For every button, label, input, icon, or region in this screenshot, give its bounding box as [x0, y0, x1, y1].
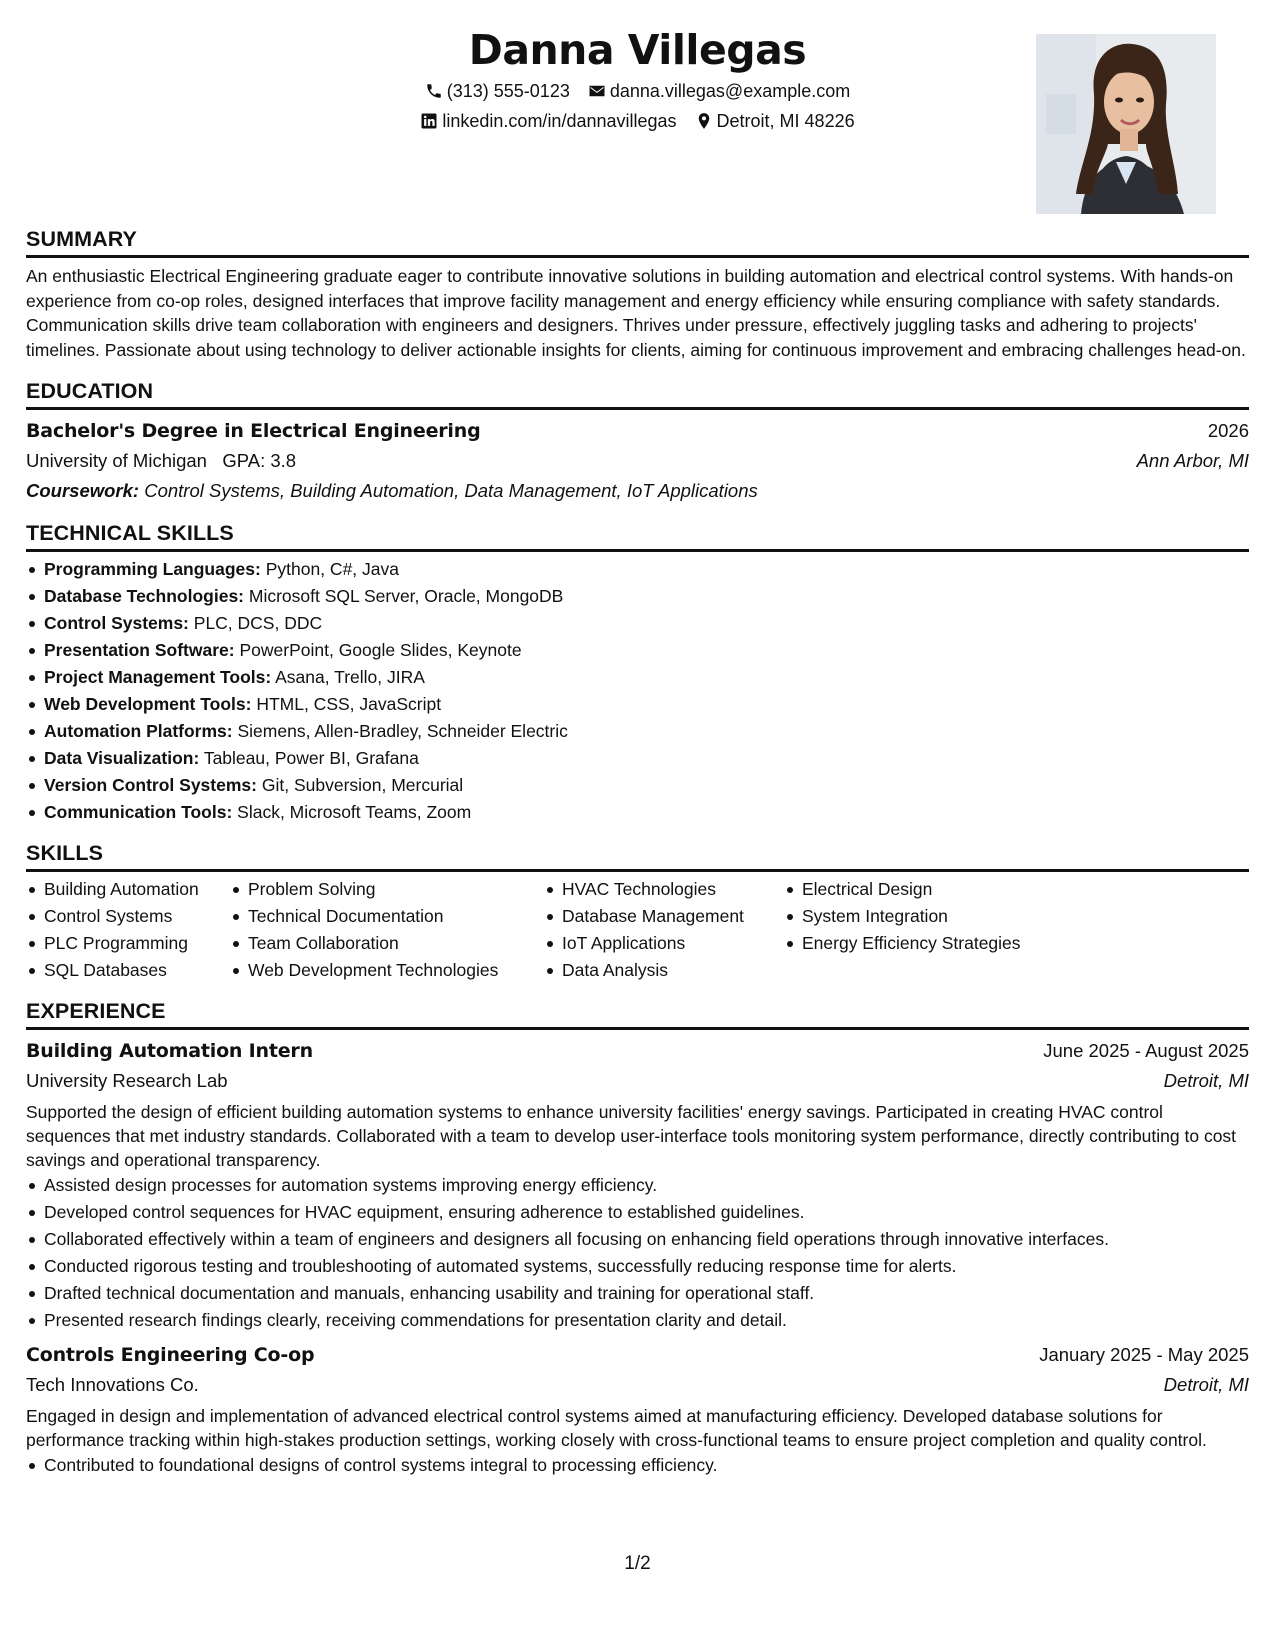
- skill-category: Presentation Software:: [44, 640, 235, 660]
- skill-values: Tableau, Power BI, Grafana: [203, 748, 419, 768]
- gpa: GPA: 3.8: [222, 450, 297, 471]
- list-item: [26, 556, 1249, 583]
- contact-linkedin[interactable]: [420, 106, 676, 136]
- list-item: Technical Documentation: [230, 903, 544, 930]
- skills-section: [26, 838, 1249, 984]
- job-entry: [26, 1036, 1249, 1334]
- school-name: University of Michigan: [26, 450, 207, 471]
- skill-category: Version Control Systems:: [44, 775, 257, 795]
- skill-category: Data Visualization:: [44, 748, 200, 768]
- list-item: Electrical Design: [784, 876, 1044, 903]
- job-company-row: [26, 1370, 1249, 1400]
- skill-category: Automation Platforms:: [44, 721, 233, 741]
- list-item: HVAC Technologies: [544, 876, 784, 903]
- job-dates: June 2025 - August 2025: [1043, 1040, 1249, 1061]
- technical-skills-heading: TECHNICAL SKILLS: [26, 518, 1249, 552]
- job-company-row: [26, 1066, 1249, 1096]
- coursework-label: Coursework:: [26, 480, 140, 501]
- job-title-row: [26, 1036, 1249, 1066]
- school-location: Ann Arbor, MI: [1136, 450, 1249, 471]
- summary-section: [26, 224, 1249, 362]
- list-item: [26, 637, 1249, 664]
- summary-text: An enthusiastic Electrical Engineering graduate eager to contribute innovative solutions in building automation and electrical control systems. With hands-on experience from co-op roles, designed interfaces that improve facility management and energy efficiency while ensuring compliance with safety standards. Communication skills drive team collaboration with engineers and designers. Thrives under pressure, effectively juggling tasks and adhering to projects' timelines. Passionate about using technology to deliver actionable insights for clients, aiming for continuous improvement and embracing challenges head-on.: [26, 266, 1246, 360]
- contact-location: [695, 106, 855, 136]
- skills-column-3: [544, 876, 784, 984]
- skill-values: Slack, Microsoft Teams, Zoom: [237, 802, 472, 822]
- skill-category: Web Development Tools:: [44, 694, 252, 714]
- skill-category: Communication Tools:: [44, 802, 233, 822]
- list-item: Energy Efficiency Strategies: [784, 930, 1044, 957]
- school-info: [26, 446, 296, 476]
- technical-skills-section: [26, 518, 1249, 826]
- education-section: [26, 376, 1249, 506]
- list-item: SQL Databases: [26, 957, 230, 984]
- job-company: University Research Lab: [26, 1070, 228, 1091]
- skill-category: Programming Languages:: [44, 559, 261, 579]
- map-pin-icon: [695, 112, 713, 130]
- coursework: [26, 476, 1249, 506]
- skill-values: HTML, CSS, JavaScript: [256, 694, 442, 714]
- list-item: Assisted design processes for automation systems improving energy efficiency.: [26, 1172, 1249, 1199]
- phone-icon: [425, 82, 443, 100]
- page-number: 1/2: [624, 1553, 651, 1574]
- list-item: [26, 772, 1249, 799]
- skill-category: Control Systems:: [44, 613, 189, 633]
- envelope-icon: [588, 82, 606, 100]
- skill-values: PLC, DCS, DDC: [193, 613, 323, 633]
- location-text: Detroit, MI 48226: [716, 111, 855, 131]
- list-item: Building Automation: [26, 876, 230, 903]
- skills-column-2: [230, 876, 544, 984]
- list-item: [26, 745, 1249, 772]
- job-location: Detroit, MI: [1163, 1070, 1249, 1091]
- graduation-year: 2026: [1207, 420, 1249, 441]
- list-item: Presented research findings clearly, receiving commendations for presentation clarity and detail.: [26, 1307, 1249, 1334]
- list-item: Team Collaboration: [230, 930, 544, 957]
- job-description: Supported the design of efficient building automation systems to enhance university facilities' energy savings. Participated in creating HVAC control sequences that met industry standards. Collaborated with a team to develop user-interface tools monitoring system performance, directly contributing to cost savings and operational transparency.: [26, 1102, 1237, 1170]
- list-item: PLC Programming: [26, 930, 230, 957]
- degree-title: Bachelor's Degree in Electrical Engineering: [26, 420, 481, 442]
- education-heading: EDUCATION: [26, 376, 1249, 410]
- linkedin-text: linkedin.com/in/dannavillegas: [442, 111, 677, 131]
- skill-values: PowerPoint, Google Slides, Keynote: [239, 640, 522, 660]
- list-item: [26, 718, 1249, 745]
- profile-photo: [1036, 34, 1216, 214]
- list-item: [26, 583, 1249, 610]
- phone-text: (313) 555-0123: [446, 81, 570, 101]
- skill-values: Asana, Trello, JIRA: [275, 667, 425, 687]
- skills-heading: SKILLS: [26, 838, 1249, 872]
- job-bullets: [26, 1452, 1249, 1479]
- list-item: System Integration: [784, 903, 1044, 930]
- skill-category: Database Technologies:: [44, 586, 245, 606]
- linkedin-icon: [420, 112, 438, 130]
- job-title: Controls Engineering Co-op: [26, 1344, 315, 1366]
- summary-heading: SUMMARY: [26, 224, 1249, 258]
- list-item: Web Development Technologies: [230, 957, 544, 984]
- job-description: Engaged in design and implementation of advanced electrical control systems aimed at manufacturing efficiency. Developed database solutions for performance tracking within high-stakes production settings, working closely with cross-functional teams to ensure project completion and quality control.: [26, 1406, 1207, 1450]
- list-item: Developed control sequences for HVAC equipment, ensuring adherence to established guidelines.: [26, 1199, 1249, 1226]
- technical-skills-list: [26, 556, 1249, 826]
- list-item: [26, 799, 1249, 826]
- job-dates: January 2025 - May 2025: [1039, 1344, 1249, 1365]
- list-item: IoT Applications: [544, 930, 784, 957]
- job-bullets: [26, 1172, 1249, 1334]
- skills-column-1: [26, 876, 230, 984]
- list-item: Problem Solving: [230, 876, 544, 903]
- list-item: Drafted technical documentation and manuals, enhancing usability and training for operational staff.: [26, 1280, 1249, 1307]
- candidate-name: Danna Villegas: [468, 26, 807, 74]
- list-item: Control Systems: [26, 903, 230, 930]
- skill-values: Python, C#, Java: [265, 559, 399, 579]
- job-location: Detroit, MI: [1163, 1374, 1249, 1395]
- list-item: [26, 610, 1249, 637]
- education-school-row: [26, 446, 1249, 476]
- contact-phone: [425, 76, 570, 106]
- list-item: [26, 664, 1249, 691]
- list-item: Database Management: [544, 903, 784, 930]
- experience-heading: EXPERIENCE: [26, 996, 1249, 1030]
- education-degree-row: [26, 416, 1249, 446]
- job-company: Tech Innovations Co.: [26, 1374, 199, 1395]
- list-item: Collaborated effectively within a team of engineers and designers all focusing on enhancing field operations through innovative interfaces.: [26, 1226, 1249, 1253]
- list-item: Conducted rigorous testing and troubleshooting of automated systems, successfully reducing response time for alerts.: [26, 1253, 1249, 1280]
- coursework-list: Control Systems, Building Automation, Data Management, IoT Applications: [144, 480, 758, 501]
- contact-email[interactable]: [588, 76, 850, 106]
- list-item: Data Analysis: [544, 957, 784, 984]
- resume-header: [26, 24, 1249, 224]
- job-title-row: [26, 1340, 1249, 1370]
- list-item: [26, 691, 1249, 718]
- experience-section: [26, 996, 1249, 1479]
- skill-values: Git, Subversion, Mercurial: [261, 775, 464, 795]
- skill-category: Project Management Tools:: [44, 667, 272, 687]
- skill-values: Microsoft SQL Server, Oracle, MongoDB: [248, 586, 564, 606]
- skill-values: Siemens, Allen-Bradley, Schneider Electric: [237, 721, 568, 741]
- list-item: Contributed to foundational designs of control systems integral to processing efficiency.: [26, 1452, 1249, 1479]
- skills-grid: [26, 876, 1249, 984]
- job-entry: [26, 1340, 1249, 1479]
- email-text: danna.villegas@example.com: [609, 81, 851, 101]
- job-title: Building Automation Intern: [26, 1040, 313, 1062]
- skills-column-4: [784, 876, 1044, 984]
